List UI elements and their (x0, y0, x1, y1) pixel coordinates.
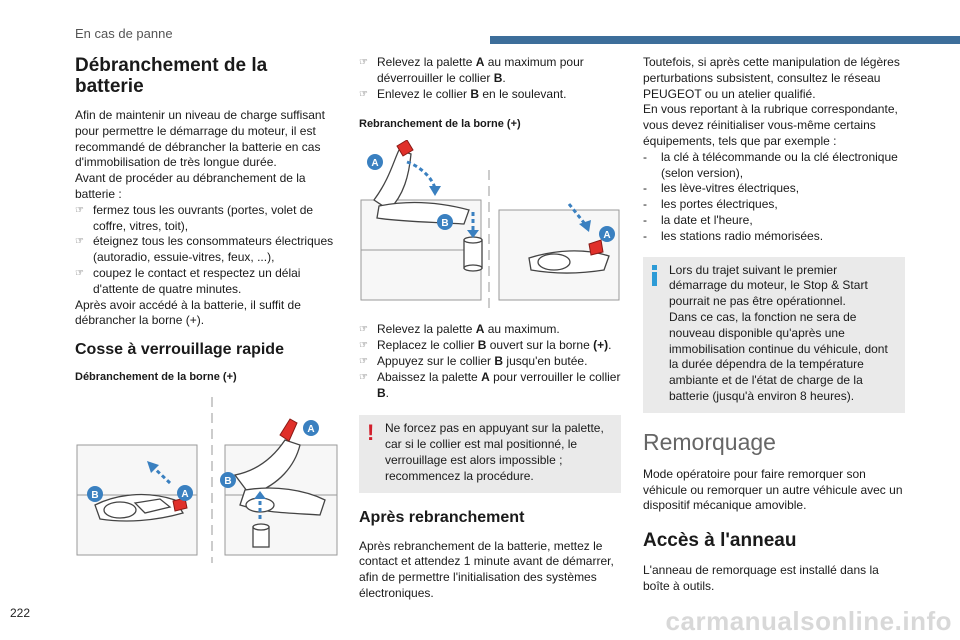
hand-pointer-icon: ☞ (359, 371, 368, 383)
info-note (643, 257, 905, 413)
list-item: - la clé à télécommande ou la clé électronique (selon version), (643, 149, 898, 180)
section-title-after-reconnect: Après rebranchement (359, 508, 525, 526)
list-item: ☞ Abaissez la palette A pour verrouiller le collier B. (359, 369, 621, 400)
figure-label: A (371, 158, 379, 170)
terminal-illustration (75, 395, 340, 565)
figure-label: A (603, 230, 611, 242)
followup-text: Toutefois, si après cette manipulation de légères perturbations subsistent, consultez le réseau PEUGEOT ou un atelier qualifié. (643, 55, 900, 101)
subtitle-reconnect: Rebranchement de la borne (+) (359, 118, 521, 131)
reset-items (643, 150, 905, 245)
hand-pointer-icon: ☞ (359, 355, 368, 367)
list-item: - les lève-vitres électriques, (643, 181, 800, 196)
intro-text: Afin de maintenir un niveau de charge suffisant pour permettre le démarrage du moteur, il est recommandé de débrancher la batterie en cas d'immobilisation de très longue durée. (75, 108, 325, 170)
list-item: - la date et l'heure, (643, 212, 753, 227)
list-item: - les stations radio mémorisées. (643, 228, 824, 243)
figure-disconnect-terminal (75, 395, 340, 565)
reset-text: En vous reportant à la rubrique correspondante, vous devez réinitialiser vous-même certains équipements, tels que par exemple : (643, 102, 898, 148)
figure-label: B (224, 476, 232, 488)
hand-pointer-icon: ☞ (75, 204, 84, 216)
list-item: ☞ éteignez tous les consommateurs électriques (autoradio, essuie-vitres, feux, ...), (75, 234, 334, 265)
figure-reconnect-terminal (359, 140, 621, 308)
hand-pointer-icon: ☞ (359, 340, 368, 352)
list-item: ☞ Enlevez le collier B en le soulevant. (359, 86, 567, 101)
info-icon (652, 265, 657, 286)
reconnect-steps (359, 322, 621, 401)
figure-label: B (91, 490, 99, 502)
anneau-text: L'anneau de remorquage est installé dans la boîte à outils. (643, 563, 879, 593)
page-title: Débranchement de la batterie (75, 55, 268, 97)
after-reconnect-text: Après rebranchement de la batterie, mettez le contact et attendez 1 minute avant de démarrer, afin de permettre l'initialisation des systèmes électroniques. (359, 538, 614, 600)
list-item: ☞ fermez tous les ouvrants (portes, volet de coffre, vitres, toit), (75, 202, 314, 233)
remorquage-text: Mode opératoire pour faire remorquer son véhicule ou remorquer un autre véhicule avec un dispositif mécanique amovible. (643, 466, 903, 513)
subtitle-disconnect: Débranchement de la borne (+) (75, 371, 237, 384)
list-item: ☞ Relevez la palette A au maximum. (359, 322, 560, 337)
figure-label: B (441, 218, 449, 230)
list-item: ☞ Replacez le collier B ouvert sur la borne (+). (359, 338, 612, 353)
list-item: - les portes électriques, (643, 197, 778, 212)
column-1 (75, 55, 340, 565)
header-title: En cas de panne (75, 26, 173, 41)
info-text-2: Dans ce cas, la fonction ne sera de nouveau disponible qu'après une immobilisation continue du véhicule, dont la durée dépendra de la température ambiante et de l'état de charge de la batterie (jusqu'à environ 8 heures). (669, 309, 888, 403)
column-2 (359, 55, 621, 602)
terminal-illustration (359, 140, 621, 308)
unlock-steps (359, 55, 621, 102)
watermark: carmanualsonline.info (665, 606, 952, 636)
figure-label: A (181, 489, 189, 501)
warning-text: Ne forcez pas en appuyant sur la palette, car si le collier est mal positionné, le verrouillage est alors impossible ; recommencez la procédure. (385, 421, 604, 483)
list-item: ☞ Relevez la palette A au maximum pour déverrouiller le collier B. (359, 55, 584, 85)
info-text: Lors du trajet suivant le premier démarrage du moteur, le Stop & Start pourrait ne pas être opérationnel. (669, 262, 868, 309)
column-3 (643, 55, 905, 595)
figure-label: A (307, 424, 315, 436)
section-title-quick-lock: Cosse à verrouillage rapide (75, 341, 284, 359)
hand-pointer-icon: ☞ (75, 267, 84, 279)
section-title-anneau: Accès à l'anneau (643, 530, 797, 552)
hand-pointer-icon: ☞ (75, 236, 84, 248)
before-text: Avant de procéder au débranchement de la batterie : (75, 171, 306, 201)
warning-note (359, 415, 621, 492)
section-title-remorquage: Remorquage (643, 428, 776, 455)
hand-pointer-icon: ☞ (359, 324, 368, 336)
list-item: ☞ Appuyez sur le collier B jusqu'en butée. (359, 353, 588, 368)
list-item: ☞ coupez le contact et respectez un délai d'attente de quatre minutes. (75, 265, 301, 296)
hand-pointer-icon: ☞ (359, 88, 368, 100)
header-accent-bar (490, 36, 960, 44)
after-text: Après avoir accédé à la batterie, il suffit de débrancher la borne (+). (75, 297, 301, 328)
exclamation-icon: ! (367, 420, 375, 446)
page-number: 222 (10, 606, 31, 620)
disconnect-steps (75, 203, 340, 298)
hand-pointer-icon: ☞ (359, 57, 368, 68)
